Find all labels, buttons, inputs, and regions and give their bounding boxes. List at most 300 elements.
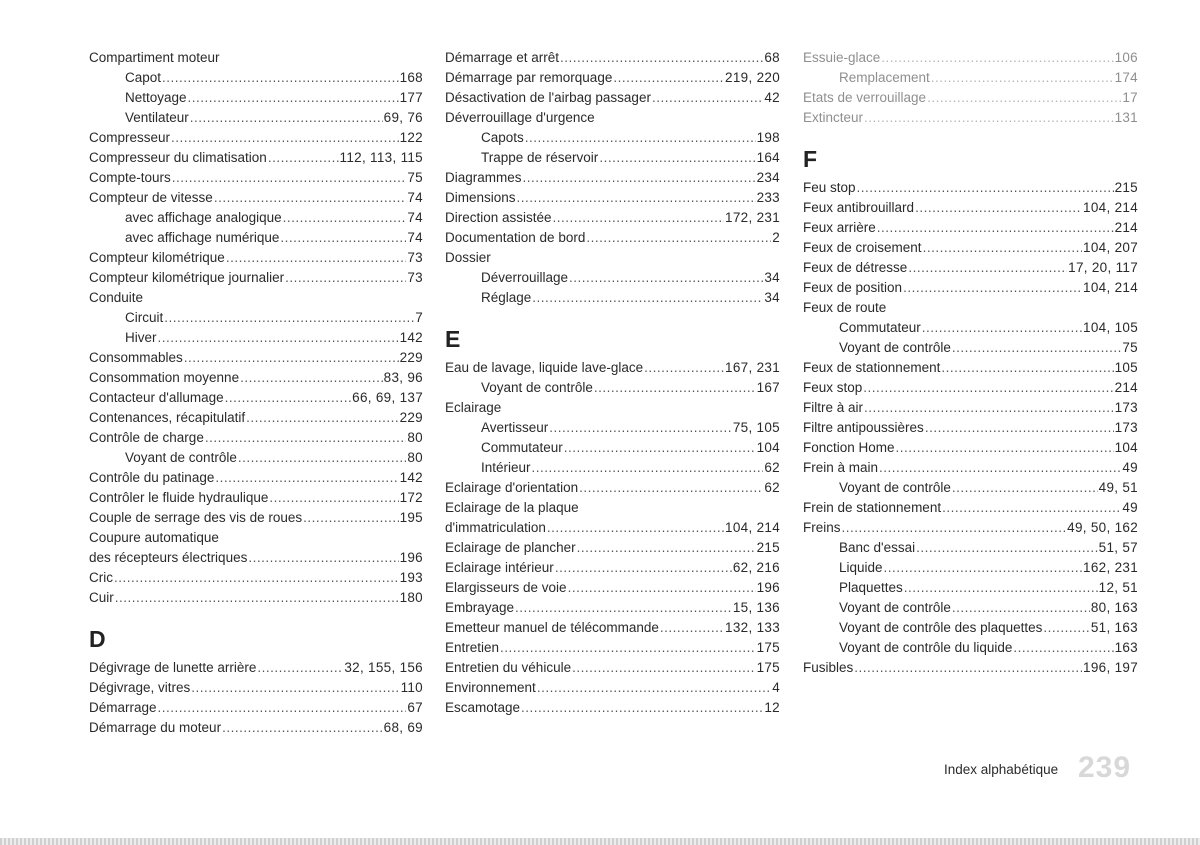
entry-pages: 104, 214 — [1083, 280, 1138, 295]
entry-pages: 131 — [1114, 110, 1138, 125]
entry-term: Extincteur — [803, 110, 864, 125]
dot-leader — [240, 368, 383, 388]
entry-pages: 73 — [407, 250, 423, 265]
entry-term: Contrôle du patinage — [89, 470, 215, 485]
index-subentry — [803, 68, 1138, 88]
dot-leader — [904, 578, 1098, 598]
index-entry — [803, 178, 1138, 198]
index-entry — [445, 638, 780, 658]
index-subentry — [89, 448, 423, 468]
index-subentry — [89, 108, 423, 128]
dot-leader — [549, 418, 732, 438]
index-subentry — [89, 68, 423, 88]
entry-pages: 74 — [407, 190, 423, 205]
dot-leader — [923, 238, 1082, 258]
dot-leader — [184, 348, 399, 368]
index-entry — [89, 698, 423, 718]
entry-term: Fonction Home — [803, 440, 895, 455]
dot-leader — [572, 658, 755, 678]
index-entry — [803, 458, 1138, 478]
index-entry — [445, 358, 780, 378]
dot-leader — [553, 208, 725, 228]
entry-pages: 104, 105 — [1083, 320, 1138, 335]
dot-leader — [285, 268, 406, 288]
index-entry — [803, 258, 1138, 278]
entry-pages: 196 — [756, 580, 780, 595]
entry-pages: 168 — [399, 70, 423, 85]
entry-term: Voyant de contrôle du liquide — [839, 640, 1013, 655]
entry-term: Eclairage de plancher — [445, 540, 576, 555]
dot-leader — [952, 598, 1090, 618]
index-entry — [803, 518, 1138, 538]
entry-pages: 12 — [764, 700, 780, 715]
index-subentry — [89, 308, 423, 328]
index-entry — [89, 548, 423, 568]
dot-leader — [215, 468, 398, 488]
entry-pages: 62 — [764, 480, 780, 495]
dot-leader — [214, 188, 407, 208]
entry-pages: 67 — [407, 700, 423, 715]
dot-leader — [162, 68, 399, 88]
entry-term: Banc d'essai — [839, 540, 916, 555]
index-subentry — [803, 578, 1138, 598]
entry-term: Eclairage intérieur — [445, 560, 554, 575]
entry-pages: 80, 163 — [1090, 600, 1138, 615]
index-entry — [445, 678, 780, 698]
index-column-3 — [803, 48, 1138, 678]
dot-leader — [877, 218, 1114, 238]
entry-pages: 69, 76 — [383, 110, 423, 125]
entry-pages: 106 — [1114, 50, 1138, 65]
entry-term: Essuie-glace — [803, 50, 881, 65]
dot-leader — [248, 548, 398, 568]
index-subentry — [803, 638, 1138, 658]
index-entry — [89, 128, 423, 148]
entry-pages: 173 — [1114, 420, 1138, 435]
dot-leader — [515, 598, 732, 618]
dot-leader — [238, 448, 407, 468]
entry-term: des récepteurs électriques — [89, 550, 248, 565]
index-subentry — [803, 558, 1138, 578]
index-entry — [445, 558, 780, 578]
entry-term: Trappe de réservoir — [481, 150, 599, 165]
entry-term: Dégivrage, vitres — [89, 680, 191, 695]
dot-leader — [532, 288, 763, 308]
entry-pages: 193 — [399, 570, 423, 585]
dot-leader — [864, 108, 1114, 128]
entry-term: Entretien — [445, 640, 500, 655]
entry-pages: 214 — [1114, 220, 1138, 235]
dot-leader — [555, 558, 732, 578]
index-entry — [445, 598, 780, 618]
dot-leader — [269, 488, 398, 508]
dot-leader — [115, 588, 399, 608]
entry-term: Consommation moyenne — [89, 370, 240, 385]
entry-term: Feux arrière — [803, 220, 876, 235]
entry-pages: 180 — [399, 590, 423, 605]
index-entry — [803, 218, 1138, 238]
index-subentry — [445, 438, 780, 458]
dot-leader — [854, 658, 1082, 678]
entry-term: Démarrage et arrêt — [445, 50, 560, 65]
entry-term: Ventilateur — [125, 110, 189, 125]
entry-pages: 215 — [756, 540, 780, 555]
page-bottom-edge — [0, 838, 1200, 845]
entry-term: Nettoyage — [125, 90, 187, 105]
entry-term: Compteur de vitesse — [89, 190, 213, 205]
entry-pages: 174 — [1114, 70, 1138, 85]
entry-term: Contrôler le fluide hydraulique — [89, 490, 269, 505]
entry-term: Compteur kilométrique journalier — [89, 270, 285, 285]
entry-pages: 164 — [756, 150, 780, 165]
entry-term: Fusibles — [803, 660, 854, 675]
entry-pages: 49, 50, 162 — [1067, 520, 1138, 535]
index-entry — [89, 658, 423, 678]
entry-pages: 142 — [399, 330, 423, 345]
entry-term: Liquide — [839, 560, 883, 575]
entry-pages: 49 — [1122, 460, 1138, 475]
entry-term: Avertisseur — [481, 420, 549, 435]
index-subentry — [445, 458, 780, 478]
dot-leader — [222, 718, 383, 738]
dot-leader — [547, 518, 724, 538]
index-entry — [89, 408, 423, 428]
entry-term: Voyant de contrôle — [839, 340, 951, 355]
entry-term: Dégivrage de lunette arrière — [89, 660, 257, 675]
entry-term: Embrayage — [445, 600, 515, 615]
entry-term: Filtre antipoussières — [803, 420, 924, 435]
entry-term: Compresseur — [89, 130, 171, 145]
index-entry — [803, 278, 1138, 298]
entry-term: Circuit — [125, 310, 164, 325]
entry-term: Feux de position — [803, 280, 903, 295]
dot-leader — [1013, 638, 1113, 658]
dot-leader — [525, 128, 756, 148]
index-entry — [803, 498, 1138, 518]
index-entry — [89, 148, 423, 168]
dot-leader — [164, 308, 414, 328]
dot-leader — [881, 48, 1113, 68]
entry-term: Environnement — [445, 680, 536, 695]
index-subentry — [445, 378, 780, 398]
footer-section-title: Index alphabétique — [944, 762, 1059, 777]
index-subentry — [89, 328, 423, 348]
index-entry — [803, 108, 1138, 128]
entry-term: Feux de détresse — [803, 260, 908, 275]
entry-term: Feux antibrouillard — [803, 200, 915, 215]
entry-term: Capot — [125, 70, 162, 85]
index-subentry — [803, 598, 1138, 618]
entry-term: Diagrammes — [445, 170, 522, 185]
entry-pages: 229 — [399, 350, 423, 365]
dot-leader — [863, 378, 1113, 398]
entry-term: avec affichage analogique — [125, 210, 282, 225]
entry-term: Cric — [89, 570, 113, 585]
entry-pages: 75 — [1122, 340, 1138, 355]
entry-pages: 234 — [756, 170, 780, 185]
index-entry — [803, 298, 1138, 318]
entry-pages: 104, 214 — [725, 520, 780, 535]
index-entry — [445, 88, 780, 108]
entry-term: Voyant de contrôle — [481, 380, 593, 395]
entry-pages: 104, 207 — [1083, 240, 1138, 255]
entry-term: Intérieur — [481, 460, 531, 475]
index-entry — [89, 288, 423, 308]
entry-pages: 12, 51 — [1098, 580, 1138, 595]
entry-term: Feux stop — [803, 380, 863, 395]
index-entry — [803, 418, 1138, 438]
index-entry — [445, 658, 780, 678]
entry-term: Démarrage — [89, 700, 157, 715]
entry-pages: 110 — [400, 680, 423, 695]
entry-term: Commutateur — [839, 320, 921, 335]
entry-pages: 32, 155, 156 — [344, 660, 423, 675]
index-entry — [89, 48, 423, 68]
index-subentry — [89, 228, 423, 248]
entry-pages: 196 — [399, 550, 423, 565]
dot-leader — [652, 88, 763, 108]
index-entry — [803, 398, 1138, 418]
dot-leader — [927, 88, 1121, 108]
index-entry — [445, 248, 780, 268]
entry-term: Feux de croisement — [803, 240, 922, 255]
dot-leader — [577, 538, 756, 558]
dot-leader — [903, 278, 1082, 298]
section-letter: F — [803, 146, 818, 172]
entry-term: Déverrouillage d'urgence — [445, 110, 595, 125]
dot-leader — [188, 88, 399, 108]
index-entry — [803, 88, 1138, 108]
entry-pages: 80 — [407, 450, 423, 465]
entry-term: Cuir — [89, 590, 114, 605]
entry-pages: 122 — [399, 130, 423, 145]
dot-leader — [942, 498, 1121, 518]
entry-pages: 142 — [399, 470, 423, 485]
index-entry — [803, 48, 1138, 68]
entry-term: Dossier — [445, 250, 491, 265]
entry-term: Contrôle de charge — [89, 430, 204, 445]
index-entry — [803, 238, 1138, 258]
dot-leader — [952, 338, 1122, 358]
entry-pages: 167 — [756, 380, 780, 395]
index-entry — [89, 508, 423, 528]
index-subentry — [803, 538, 1138, 558]
entry-pages: 66, 69, 137 — [352, 390, 423, 405]
dot-leader — [568, 578, 756, 598]
dot-leader — [171, 128, 399, 148]
dot-leader — [952, 478, 1098, 498]
index-entry — [445, 48, 780, 68]
index-subentry — [445, 418, 780, 438]
entry-term: Feux de stationnement — [803, 360, 941, 375]
entry-pages: 75, 105 — [732, 420, 780, 435]
entry-pages: 7 — [415, 310, 423, 325]
index-subentry — [445, 128, 780, 148]
entry-pages: 62, 216 — [732, 560, 780, 575]
entry-term: Voyant de contrôle — [125, 450, 237, 465]
index-entry — [445, 518, 780, 538]
dot-leader — [915, 198, 1082, 218]
index-entry — [445, 398, 780, 418]
index-entry — [445, 538, 780, 558]
entry-pages: 4 — [772, 680, 780, 695]
dot-leader — [268, 148, 339, 168]
dot-leader — [644, 358, 724, 378]
dot-leader — [560, 48, 763, 68]
entry-term: Commutateur — [481, 440, 563, 455]
index-entry — [89, 388, 423, 408]
entry-term: Feu stop — [803, 180, 856, 195]
entry-term: Réglage — [481, 290, 532, 305]
entry-term: Direction assistée — [445, 210, 552, 225]
entry-pages: 83, 96 — [383, 370, 423, 385]
entry-term: Démarrage par remorquage — [445, 70, 613, 85]
index-subentry — [89, 208, 423, 228]
index-entry — [445, 188, 780, 208]
entry-term: Consommables — [89, 350, 183, 365]
entry-term: Hiver — [125, 330, 157, 345]
index-entry — [803, 658, 1138, 678]
index-entry — [803, 438, 1138, 458]
entry-pages: 62 — [764, 460, 780, 475]
entry-term: Frein de stationnement — [803, 500, 942, 515]
entry-pages: 104 — [756, 440, 780, 455]
entry-term: Eau de lavage, liquide lave-glace — [445, 360, 644, 375]
entry-pages: 74 — [407, 210, 423, 225]
dot-leader — [1043, 618, 1089, 638]
index-entry — [445, 68, 780, 88]
entry-pages: 49, 51 — [1098, 480, 1138, 495]
entry-pages: 215 — [1114, 180, 1138, 195]
dot-leader — [569, 268, 763, 288]
entry-pages: 15, 136 — [732, 600, 780, 615]
index-entry — [445, 698, 780, 718]
index-entry — [89, 568, 423, 588]
dot-leader — [896, 438, 1114, 458]
dot-leader — [246, 408, 398, 428]
entry-pages: 196, 197 — [1083, 660, 1138, 675]
dot-leader — [941, 358, 1113, 378]
entry-pages: 104 — [1114, 440, 1138, 455]
entry-pages: 167, 231 — [725, 360, 780, 375]
index-subentry — [445, 268, 780, 288]
entry-term: Plaquettes — [839, 580, 903, 595]
entry-pages: 2 — [772, 230, 780, 245]
index-entry — [89, 268, 423, 288]
dot-leader — [537, 678, 771, 698]
index-entry — [445, 208, 780, 228]
entry-term: Eclairage — [445, 400, 502, 415]
dot-leader — [594, 378, 756, 398]
page-number: 239 — [1078, 751, 1132, 784]
dot-leader — [916, 538, 1098, 558]
index-entry — [89, 168, 423, 188]
entry-term: Compteur kilométrique — [89, 250, 225, 265]
entry-term: Documentation de bord — [445, 230, 586, 245]
entry-pages: 104, 214 — [1083, 200, 1138, 215]
dot-leader — [908, 258, 1067, 278]
dot-leader — [114, 568, 399, 588]
dot-leader — [225, 388, 351, 408]
entry-term: avec affichage numérique — [125, 230, 280, 245]
dot-leader — [922, 318, 1082, 338]
index-entry — [445, 498, 780, 518]
index-entry — [89, 678, 423, 698]
entry-pages: 74 — [407, 230, 423, 245]
entry-term: Couple de serrage des vis de roues — [89, 510, 303, 525]
dot-leader — [879, 458, 1121, 478]
entry-term: Filtre à air — [803, 400, 864, 415]
entry-pages: 195 — [399, 510, 423, 525]
dot-leader — [523, 168, 756, 188]
section-letter: D — [89, 626, 106, 652]
index-subentry — [803, 318, 1138, 338]
entry-pages: 17 — [1122, 90, 1138, 105]
entry-term: Entretien du véhicule — [445, 660, 572, 675]
index-entry — [803, 198, 1138, 218]
index-column-1 — [89, 48, 423, 738]
entry-term: Escamotage — [445, 700, 521, 715]
dot-leader — [283, 208, 407, 228]
index-entry — [445, 108, 780, 128]
entry-pages: 172 — [399, 490, 423, 505]
dot-leader — [191, 678, 399, 698]
index-entry — [89, 348, 423, 368]
index-entry — [445, 228, 780, 248]
index-subentry — [803, 478, 1138, 498]
entry-term: Voyant de contrôle — [839, 600, 951, 615]
index-entry — [89, 248, 423, 268]
index-subentry — [89, 88, 423, 108]
dot-leader — [280, 228, 406, 248]
entry-pages: 132, 133 — [725, 620, 780, 635]
entry-pages: 163 — [1114, 640, 1138, 655]
entry-term: Compartiment moteur — [89, 50, 220, 65]
index-entry — [89, 188, 423, 208]
dot-leader — [517, 188, 756, 208]
entry-term: Coupure automatique — [89, 530, 219, 545]
entry-term: Contacteur d'allumage — [89, 390, 224, 405]
dot-leader — [660, 618, 724, 638]
entry-pages: 34 — [764, 270, 780, 285]
dot-leader — [884, 558, 1083, 578]
entry-term: Désactivation de l'airbag passager — [445, 90, 651, 105]
entry-term: Capots — [481, 130, 524, 145]
entry-pages: 229 — [399, 410, 423, 425]
entry-term: Conduite — [89, 290, 144, 305]
dot-leader — [532, 458, 764, 478]
dot-leader — [158, 328, 399, 348]
index-entry — [445, 168, 780, 188]
entry-term: Freins — [803, 520, 841, 535]
entry-pages: 68, 69 — [383, 720, 423, 735]
dot-leader — [599, 148, 755, 168]
dot-leader — [257, 658, 343, 678]
index-subentry — [445, 148, 780, 168]
entry-pages: 173 — [1114, 400, 1138, 415]
index-entry — [89, 368, 423, 388]
index-entry — [89, 428, 423, 448]
dot-leader — [205, 428, 407, 448]
dot-leader — [172, 168, 407, 188]
dot-leader — [303, 508, 398, 528]
index-entry — [445, 478, 780, 498]
index-subentry — [803, 338, 1138, 358]
dot-leader — [842, 518, 1067, 538]
dot-leader — [579, 478, 763, 498]
entry-pages: 49 — [1122, 500, 1138, 515]
entry-pages: 233 — [756, 190, 780, 205]
